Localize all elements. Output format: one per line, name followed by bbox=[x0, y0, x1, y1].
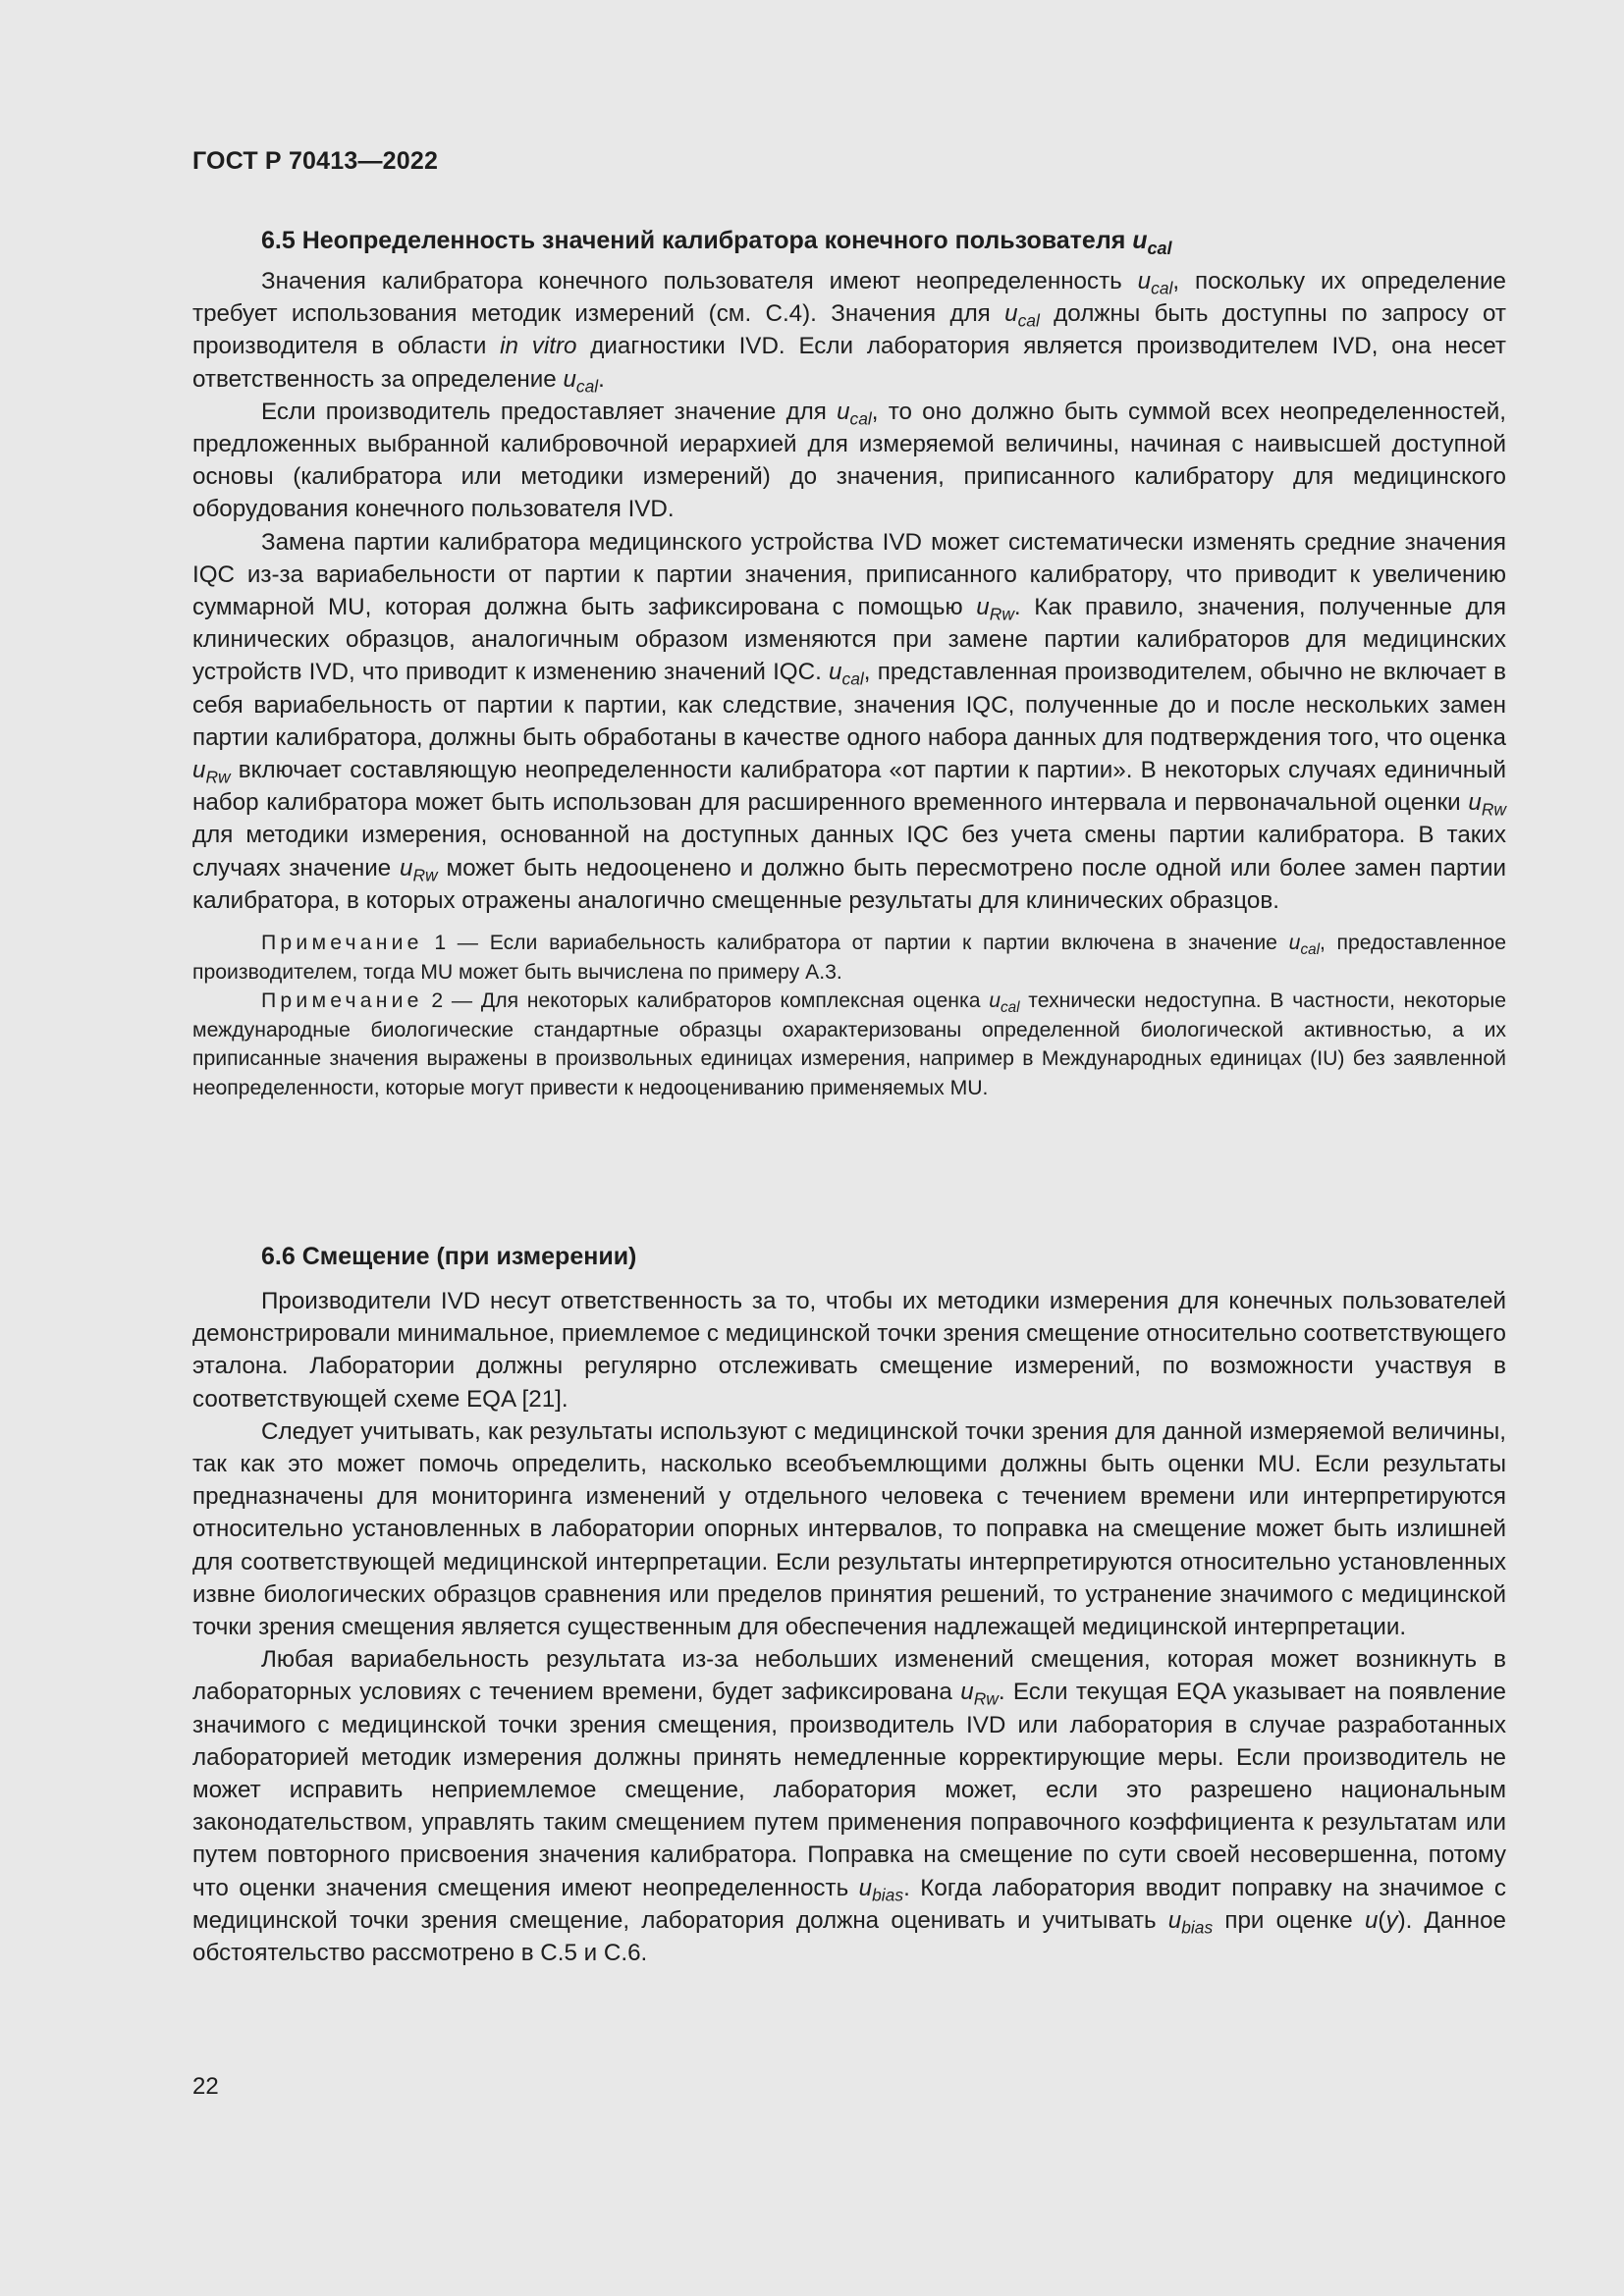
paragraph-6-5-3: Замена партии калибратора медицинского устройства IVD может систематически изменять средние значения IQC из-за вариабельности от партии к партии значения, приписанного калибратору, что приводит к увеличению суммарной MU, которая должна быть зафиксирована с помощью $u_{Rw}$. Как правило, значения, полученные для клинических образцов, аналогичным образом изменяются при замене партии калибраторов для медицинских устройств IVD, что приводит к изменению значений IQC. $u_{cal}$, представленная производителем, обычно не включает в себя вариабельность от партии к партии, как следствие, значения IQC, полученные до и после нескольких замен партии калибратора, должны быть обработаны в качестве одного набора данных для подтверждения того, что оценка $u_{Rw}$ включает составляющую неопределенности калибратора «от партии к партии». В некоторых случаях единичный набор калибратора может быть использован для расширенного временного интервала и первоначальной оценки $u_{Rw}$ для методики измерения, основанной на доступных данных IQC без учета смены партии калибратора. В таких случаях значение $u_{Rw}$ может быть недооценено и должно быть пересмотрено после одной или более замен партии калибратора, в которых отражены аналогично смещенные результаты для клинических образцов. bbox=[192, 528, 1507, 914]
paragraph-6-6-3: Любая вариабельность результата из-за небольших изменений смещения, которая может возникнуть в лабораторных условиях с течением времени, будет зафиксирована $u_{Rw}$. Если текущая EQA указывает на появление значимого с медицинской точки зрения смещения, производитель IVD или лаборатория в случае разработанных лабораторией методик измерения должны принять немедленные корректирующие меры. Если производитель не может исправить неприемлемое смещение, лаборатория может, если это разрешено национальным законодательством, управлять таким смещением путем применения поправочного коэффициента к результатам или путем повторного присвоения значения калибратора. Поправка на смещение по сути своей несовершенна, потому что оценки значения смещения имеют неопределенность $u_{bias}$. Когда лаборатория вводит поправку на значимое с медицинской точки зрения смещение, лаборатория должна оценивать и учитывать $u_{bias}$ при оценке u(y). Данное обстоятельство рассмотрено в С.5 и С.6. bbox=[192, 1646, 1506, 1967]
section-6-6 bbox=[192, 1240, 1506, 1969]
paragraph-6-6-1: Производители IVD несут ответственность за то, чтобы их методики измерения для конечных пользователей демонстрировали минимальное, приемлемое с медицинской точки зрения смещение относительно соответствующего эталона. Лаборатории должны регулярно отслеживать смещение измерений, по возможности участвуя в соответствующей схеме EQA [21]. bbox=[192, 1288, 1506, 1413]
paragraph-6-5-2: Если производитель предоставляет значение для $u_{cal}$, то оно должно быть суммой всех неопределенностей, предложенных выбранной калибровочной иерархией для измеряемой величины, начиная с наивысшей доступной основы (калибратора или методики измерений) до значения, приписанного калибратору для медицинского оборудования конечного пользователя IVD. bbox=[192, 398, 1506, 523]
document-header-id: ГОСТ Р 70413—2022 bbox=[192, 147, 439, 175]
section-6-5-heading: 6.5 Неопределенность значений калибратора конечного пользователя $u_{cal}$ bbox=[261, 227, 1172, 258]
note-2: Примечание 2 — Для некоторых калибраторов комплексная оценка $u_{cal}$ технически недоступна. В частности, некоторые международные биологические стандартные образцы охарактеризованы определенной биологической активностью, а их приписанные значения выражены в произвольных единицах измерения, например в Международных единицах (IU) без заявленной неопределенности, которые могут привести к недооцениванию применяемых MU. bbox=[192, 989, 1506, 1100]
note-1: Примечание 1 — Если вариабельность калибратора от партии к партии включена в значение $u_{cal}$, предоставленное производителем, тогда MU может быть вычислена по примеру А.3. bbox=[192, 932, 1506, 984]
page-number: 22 bbox=[192, 2073, 219, 2100]
section-6-6-heading: 6.6 Смещение (при измерении) bbox=[261, 1243, 637, 1270]
paragraph-6-6-2: Следует учитывать, как результаты используют с медицинской точки зрения для данной измеряемой величины, так как это может помочь определить, насколько всеобъемлющими должны быть оценки MU. Если результаты предназначены для мониторинга изменений у отдельного человека с течением времени или интерпретируются относительно установленных в лаборатории опорных интервалов, то поправка на смещение может быть излишней для соответствующей медицинской интерпретации. Если результаты интерпретируются относительно установленных извне биологических образцов сравнения или пределов принятия решений, то устранение значимого с медицинской точки зрения смещения является существенным для обеспечения надлежащей медицинской интерпретации. bbox=[192, 1417, 1506, 1641]
paragraph-6-5-1: Значения калибратора конечного пользователя имеют неопределенность $u_{cal}$, поскольку их определение требует использования методик измерений (см. С.4). Значения для $u_{cal}$ должны быть доступны по запросу от производителя в области in vitro диагностики IVD. Если лаборатория является производителем IVD, она несет ответственность за определение $u_{cal}$. bbox=[192, 268, 1507, 397]
section-6-5 bbox=[192, 224, 1506, 1103]
